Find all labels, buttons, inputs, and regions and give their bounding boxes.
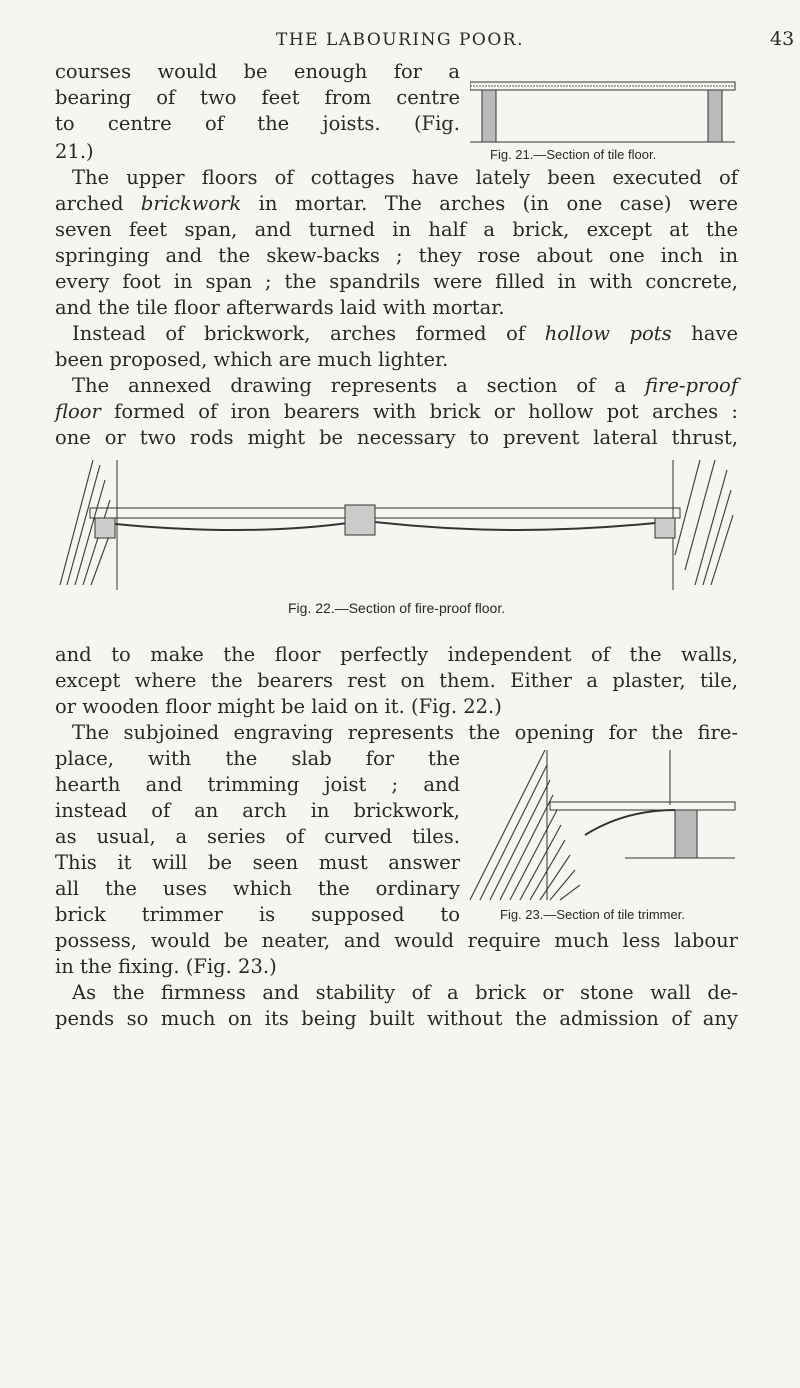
- text-line: hearth and trimming joist ; and: [55, 773, 460, 796]
- italic-span: floor: [55, 400, 101, 423]
- text-line: bearing of two feet from centre: [55, 86, 460, 109]
- text-span: formed of iron bearers with brick or hollow pot arches :: [100, 400, 738, 423]
- text-line: one or two rods might be necessary to prevent lateral thrust,: [55, 426, 738, 449]
- text-line: and the tile floor afterwards laid with mortar.: [55, 296, 505, 319]
- text-line: springing and the skew-backs ; they rose about one inch in: [55, 244, 738, 267]
- figure-caption: Fig. 23.—Section of tile trimmer.: [500, 907, 685, 922]
- text-line: [55, 192, 738, 216]
- italic-span: brickwork: [140, 192, 242, 215]
- text-line: in the fixing. (Fig. 23.): [55, 955, 277, 978]
- text-span: arched: [55, 192, 141, 215]
- text-line: to centre of the joists. (Fig.: [55, 112, 460, 135]
- text-line: pends so much on its being built without the admission of any: [55, 1007, 738, 1030]
- fig21-illustration: [470, 80, 740, 150]
- text-line: or wooden floor might be laid on it. (Fig. 22.): [55, 695, 502, 718]
- text-line: brick trimmer is supposed to: [55, 903, 460, 926]
- text-line: As the firmness and stability of a brick or stone wall de-: [72, 981, 738, 1004]
- text-span: The annexed drawing represents a section of a: [72, 374, 646, 397]
- text-line: courses would be enough for a: [55, 60, 460, 83]
- text-line: [55, 400, 738, 424]
- text-line: [72, 374, 738, 398]
- text-span: in mortar. The arches (in one case) were: [241, 192, 738, 215]
- text-line: [72, 322, 738, 346]
- italic-span: hollow pots: [544, 322, 672, 345]
- text-line: This it will be seen must answer: [55, 851, 460, 874]
- italic-span: fire-proof: [645, 374, 738, 397]
- text-line: The subjoined engraving represents the opening for the fire-: [72, 721, 738, 744]
- fig22-illustration: [55, 460, 735, 595]
- text-line: possess, would be neater, and would require much less labour: [55, 929, 738, 952]
- text-line: and to make the floor perfectly independent of the walls,: [55, 643, 738, 666]
- text-line: place, with the slab for the: [55, 747, 460, 770]
- text-line: instead of an arch in brickwork,: [55, 799, 460, 822]
- text-line: 21.): [55, 140, 94, 163]
- figure-caption: Fig. 21.—Section of tile floor.: [490, 147, 657, 162]
- running-header: THE LABOURING POOR.: [275, 30, 524, 50]
- figure-caption: Fig. 22.—Section of fire-proof floor.: [288, 600, 506, 616]
- text-line: all the uses which the ordinary: [55, 877, 460, 900]
- text-line: every foot in span ; the spandrils were filled in with concrete,: [55, 270, 738, 293]
- text-line: seven feet span, and turned in half a brick, except at the: [55, 218, 738, 241]
- fig23-illustration: [465, 750, 740, 905]
- page-number: 43: [770, 28, 795, 50]
- text-line: The upper floors of cottages have lately been executed of: [72, 166, 738, 189]
- text-line: as usual, a series of curved tiles.: [55, 825, 460, 848]
- text-span: have: [671, 322, 739, 345]
- text-line: been proposed, which are much lighter.: [55, 348, 449, 371]
- text-line: except where the bearers rest on them. Either a plaster, tile,: [55, 669, 738, 692]
- text-span: Instead of brickwork, arches formed of: [72, 322, 545, 345]
